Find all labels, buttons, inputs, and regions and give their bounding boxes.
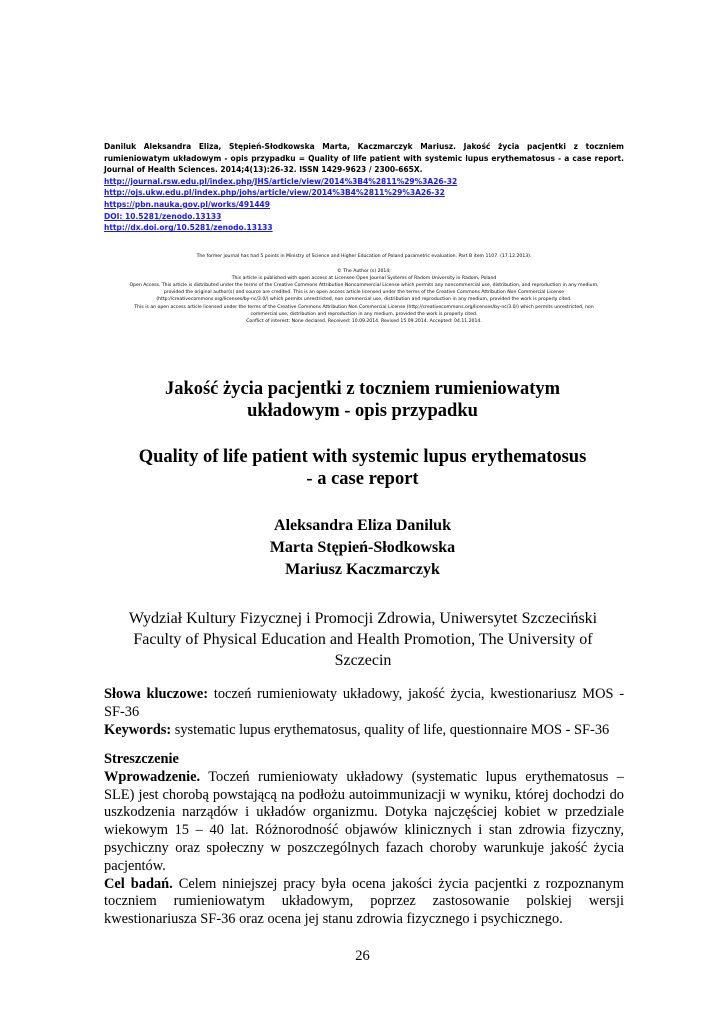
citation-block [104,141,624,234]
license-line-2: commercial use, distribution and reproduction in any medium, provided the work is properly cited. [250,311,478,317]
published-line: This article is published with open access at Licensee Open Journal Systems of Radom University in Radom, Poland [231,276,497,282]
citation-link-journal[interactable]: http://journal.rsw.edu.pl/index.php/JHS/article/view/2014%3B4%2811%29%3A26-32 [104,176,458,186]
abstract-aim [104,876,624,929]
author-name: Marta Stępień-Słodkowska [269,539,456,556]
dates-line: Conflict of interest: None declared. Received: 10.09.2014. Revised 15.09.2014. Accepted: 04.11.2014. [246,318,482,324]
citation-link-doi-url[interactable]: http://dx.doi.org/10.5281/zenodo.13133 [104,223,273,233]
title-polish-line-2: układowym - opis przypadku [247,401,478,421]
journal-points-note: The former journal has had 5 points in Ministry of Science and Higher Education of Poland parametric evaluation. Part B item 1107. (17.12.2013). [196,254,532,259]
abstract-introduction [104,769,624,876]
title-english-line-1: Quality of life patient with systemic lupus erythematosus [138,447,587,467]
title-polish [100,378,625,422]
page-number: 26 [355,948,370,964]
keywords-english-label: Keywords: [104,721,172,738]
author-list [100,515,625,581]
affiliation-polish: Wydział Kultury Fizycznej i Promocji Zdrowia, Uniwersytet Szczeciński [128,610,598,627]
keywords-polish-label: Słowa kluczowe: [104,686,209,702]
author-name: Aleksandra Eliza Daniluk [274,517,451,534]
keywords-polish [104,686,624,722]
title-english-line-2: - a case report [306,469,419,489]
copyright-line: © The Author (s) 2014; [337,269,391,275]
keywords-polish-text: toczeń rumieniowaty układowy, jakość życia, kwestionariusz MOS - SF-36 [104,686,625,720]
citation-link-pbn[interactable]: https://pbn.nauka.gov.pl/works/491449 [104,199,270,209]
license-line-1: This is an open access article licensed under the terms of the Creative Commons Attribution Non Commercial License (http://creativecommons.org/licenses/by-nc/3.0/) which permits unrestricted, non [134,304,594,310]
title-english [100,446,625,490]
abstract-aim-text: Celem niniejszej pracy była ocena jakości życia pacjentki z rozpoznanym toczniem rumieniowatym układowym, poprzez zastosowanie polskiej wersji kwestionariusza SF-36 oraz ocena jej stanu zdrowia fizycznego i psychicznego. [104,875,624,928]
license-url-line: (http://creativecommons.org/licenses/by-nc/3.0/) which permits unrestricted, non commercial use, distribution and reproduction in any medium, provided the work is properly cited. [156,297,572,303]
affiliation-english: Faculty of Physical Education and Health Promotion, The University of Szczecin [133,631,593,669]
abstract-heading [104,751,624,769]
credited-line: provided the original author(s) and source are credited. This is an open access article licensed under the terms of the Creative Commons Attribution Non Commercial License [163,290,565,296]
citation-link-ojs[interactable]: http://ojs.ukw.edu.pl/index.php/johs/article/view/2014%3B4%2811%29%3A26-32 [104,188,445,198]
open-access-line: Open Access. This article is distributed under the terms of the Creative Commons Attribution Noncommercial License which permits any noncommercial use, distribution, and reproduction in any medium, [129,283,599,289]
citation-text: Daniluk Aleksandra Eliza, Stępień-Słodkowska Marta, Kaczmarczyk Mariusz. Jakość życia pacjentki z toczniem rumieniowatym układowym - opis przypadku = Quality of life patient with systemic lupus erythematosus - a case report. Journal of Health Sciences. 2014;4(13):26-32. ISSN 1429-9623 / 2300-665X. [104,142,624,175]
citation-link-doi[interactable]: DOI: 10.5281/zenodo.13133 [104,211,222,221]
title-polish-line-1: Jakość życia pacjentki z toczniem rumieniowatym [164,379,561,399]
abstract-aim-label: Cel badań. [104,875,173,892]
keywords-section [104,686,624,739]
affiliation [104,608,622,671]
abstract-introduction-label: Wprowadzenie. [104,768,201,785]
abstract-introduction-text: Toczeń rumieniowaty układowy (systematic lupus erythematosus – SLE) jest chorobą powstającą na podłożu autoimmunizacji w wyniku, której dochodzi do uszkodzenia narządów i układów organizmu. Dotyka najczęściej kobiet w przedziale wiekowym 15 – 40 lat. Różnorodność objawów klinicznych i stan zdrowia fizyczny, psychiczny oraz społeczny w poszczególnych fazach choroby warunkuje jakość życia pacjentów. [104,768,624,874]
abstract-section [104,751,624,929]
keywords-english [104,722,624,740]
keywords-english-text: systematic lupus erythematosus, quality of life, questionnaire MOS - SF-36 [171,721,610,738]
abstract-heading-text: Streszczenie [104,751,179,767]
license-notice [100,253,628,325]
author-name: Mariusz Kaczmarczyk [285,561,440,578]
